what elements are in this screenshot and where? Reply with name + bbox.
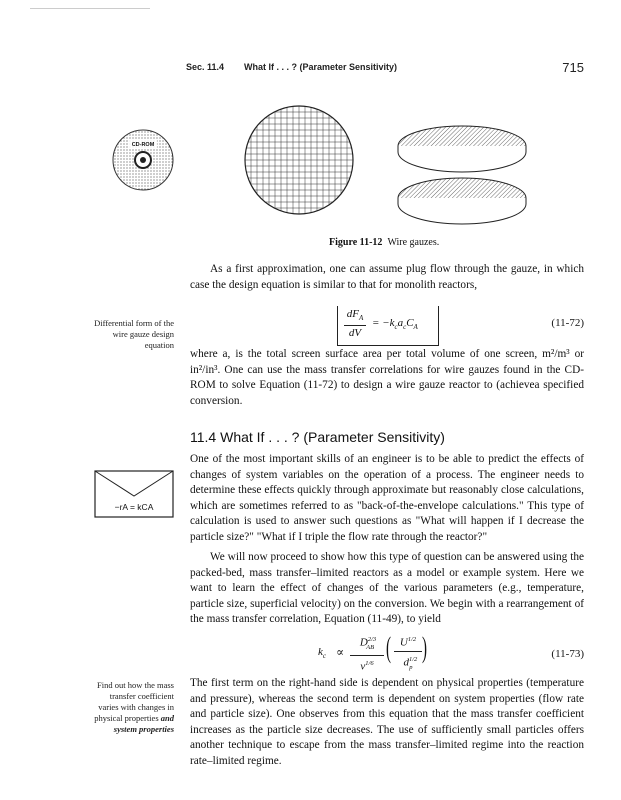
envelope-icon	[94, 470, 174, 518]
equation-11-73	[318, 630, 428, 678]
eq2-paren-right: )	[422, 631, 427, 664]
margin-note-2-em: and system properties	[113, 713, 174, 734]
figure-caption	[329, 237, 439, 248]
figure-caption-text: Wire gauzes.	[387, 237, 440, 248]
margin-note-2-plain: Find out how the mass transfer coefficient varies with changes in physical properties	[94, 680, 174, 723]
margin-note-design-equation: Differential form of the wire gauze design equation	[94, 318, 174, 350]
paragraph-1: As a first approximation, one can assume plug flow through the gauze, in which case the design equation is similar to that for monolith reactors,	[190, 263, 584, 291]
eq2-fraction-2: $U^{1/2}$ $d^{1/2}_p$	[394, 632, 422, 675]
section-heading: 11.4 What If . . . ? (Parameter Sensitivity)	[190, 429, 445, 445]
equation-11-72-box	[337, 306, 439, 346]
eq2-paren-left: (	[386, 631, 391, 664]
running-head-title: What If . . . ? (Parameter Sensitivity)	[244, 62, 398, 72]
paragraph-2: where a, is the total screen surface area per total volume of one screen, m²/m³ or in²/in³. One can use the mass transfer correlations for wire gauzes found in the CD-ROM to solve Equation (11-72) to design a wire gauze reactor to (achievea specified conversion.	[190, 348, 584, 407]
top-rule	[30, 8, 150, 9]
eq2-k: $k_c$	[318, 646, 326, 661]
cd-icon-label: CD-ROM	[131, 142, 155, 148]
paragraph-5: The first term on the right-hand side is dependent on physical properties (temperature and pressure), whereas the second term is dependent on system properties (flow rate and particle size). One observes from this equation that the mass transfer coefficient increases as the particle size decreases. The use of sufficiently small particles offers another technique to escape from the mass transfer–limited regime into the reaction rate–limited regime.	[190, 677, 584, 767]
eq2-prop: ∝	[336, 645, 345, 659]
paragraph-4: We will now proceed to show how this type of question can be answered using the packed-bed, mass transfer–limited reactors as a model or example system. Here we want to learn the effect of changes of the various parameters (e.g., temperature, particle size, superficial velocity) on the conversion. We begin with a rearrangement of the mass transfer correlation, Equation (11-49), to yield	[190, 551, 584, 626]
cd-rom-icon	[111, 128, 175, 192]
page-number: 715	[562, 60, 584, 75]
eq1-lhs: $dF_A$ dV	[344, 308, 366, 340]
margin-note-mass-transfer	[88, 680, 174, 735]
gauze-disk-bottom	[395, 170, 530, 232]
figure-label: Figure 11-12	[329, 237, 383, 248]
gauze-mesh	[228, 90, 378, 215]
equation-number-11-72: (11-72)	[551, 317, 584, 329]
eq2-fraction-1: $D^{2/3}_{AB}$ $\nu^{1/6}$	[350, 632, 384, 675]
paragraph-3: One of the most important skills of an engineer is to be able to predict the effects of changes of system variables on the operation of a process. The engineer needs to determine these effects quickly through approximate but reasonably close calculations, which are sometimes referred to as "back-of-the-envelope calculations." This type of calculation is used to answer such questions as "What will happen if I decrease the particle size?" "What if I triple the flow rate through the reactor?"	[190, 453, 584, 543]
running-head-section: Sec. 11.4	[186, 62, 225, 72]
running-head	[186, 60, 584, 76]
eq1-rhs: = $-k_ca_cC_A$	[372, 317, 418, 332]
envelope-label: −rA = kCA	[114, 502, 154, 512]
equation-number-11-73: (11-73)	[551, 648, 584, 660]
